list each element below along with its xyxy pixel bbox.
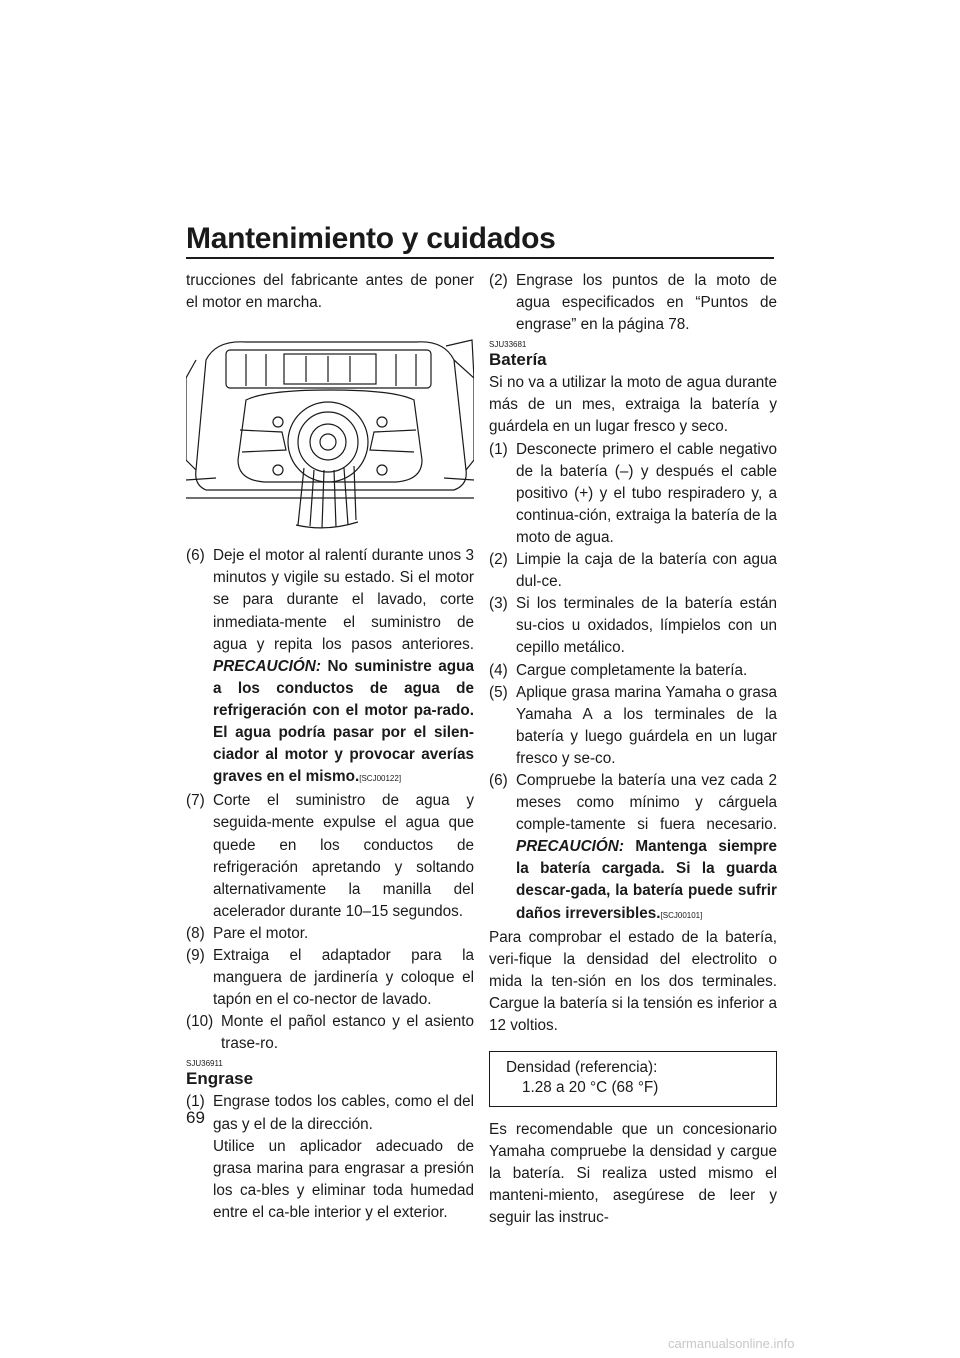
step-number: (6): [489, 771, 508, 789]
reference-code: [SCJ00122]: [359, 774, 402, 784]
list-item: [186, 923, 474, 945]
section-code: SJU36911: [186, 1059, 223, 1069]
section-intro: Si no va a utilizar la moto de agua durante más de un mes, extraiga la batería y guárdela en un lugar fresco y seco.: [489, 374, 777, 436]
header-rule: [186, 257, 774, 259]
list-item: [489, 549, 777, 593]
list-item: [489, 593, 777, 659]
engine-flush-illustration: [186, 320, 474, 530]
step-text: Extraiga el adaptador para la manguera de jardinería y coloque el tapón en el co-nector de lavado.: [213, 946, 474, 1009]
caution-label: PRECAUCIÓN:: [213, 657, 321, 675]
step-text: [516, 770, 777, 927]
step-number: (4): [489, 661, 508, 679]
step-number: (2): [489, 551, 508, 569]
right-column: [489, 270, 777, 1230]
list-item: [186, 945, 474, 1011]
watermark: carmanualsonline.info: [668, 1336, 795, 1351]
step-number: (8): [186, 924, 205, 942]
intro-paragraph: trucciones del fabricante antes de poner el motor en marcha.: [186, 272, 474, 312]
left-column: [186, 270, 474, 1224]
list-item: [186, 545, 474, 790]
step-text: Cargue completamente la batería.: [516, 661, 748, 679]
step-body-continued: Utilice un aplicador adecuado de grasa marina para engrasar a presión los ca-bles y eliminar toda humedad entre el ca-ble interior y el exterior.: [213, 1137, 474, 1221]
step-number: (7): [186, 792, 205, 810]
page-title: Mantenimiento y cuidados: [186, 222, 556, 255]
step-body: Deje el motor al ralentí durante unos 3 minutos y vigile su estado. Si el motor se para durante el lavado, corte inmediata-mente el suministro de agua y repita los pasos anteriores.: [213, 547, 474, 653]
step-body: Compruebe la batería una vez cada 2 meses como mínimo y cárguela comple-tamente si fuera necesario.: [516, 771, 777, 834]
section-title: Engrase: [186, 1069, 254, 1089]
step-number: (6): [186, 547, 205, 565]
step-body: Engrase todos los cables, como el del gas y el de la dirección.: [213, 1093, 474, 1133]
list-item: [186, 1091, 474, 1224]
step-text: Monte el pañol estanco y el asiento trase-ro.: [221, 1013, 474, 1053]
step-number: (5): [489, 683, 508, 701]
step-text: Corte el suministro de agua y seguida-mente expulse el agua que quede en los conductos de refrigeración apretando y soltando alternativamente la manilla del acelerador durante 10–15 segundos.: [213, 792, 474, 920]
battery-paragraph: Para comprobar el estado de la batería, veri-fique la densidad del electrolito o mida la ten-sión en los dos terminales. Cargue la batería si la tensión es inferior a 12 voltios.: [489, 928, 777, 1034]
step-text: [213, 545, 474, 790]
section-title: Batería: [489, 350, 547, 370]
list-item: [186, 790, 474, 923]
spec-label: Densidad (referencia):: [506, 1059, 658, 1077]
step-text: Engrase los puntos de la moto de agua especificados en “Puntos de engrase” en la página 78.: [516, 272, 777, 334]
caution-text: Mantenga siempre la batería cargada. Si la guarda descar-gada, la batería puede sufrir daños irreversibles.: [516, 838, 777, 922]
spec-value: 1.28 a 20 °C (68 °F): [522, 1079, 659, 1097]
list-item: [186, 1011, 474, 1055]
step-text: Desconecte primero el cable negativo de la batería (–) y después el cable positivo (+) y el tubo respiradero y, a continua-ción, extraiga la batería de la moto de agua.: [516, 440, 777, 546]
spec-box: [489, 1051, 777, 1107]
step-number: (1): [186, 1093, 205, 1111]
closing-paragraph: Es recomendable que un concesionario Yamaha compruebe la densidad y cargue la batería. Si realiza usted mismo el manteni-miento, asegúrese de leer y seguir las instruc-: [489, 1121, 777, 1227]
page-number: 69: [186, 1108, 205, 1127]
caution-text: No suministre agua a los conductos de agua de refrigeración con el motor pa-rado. El agua podría pasar por el silen-ciador al motor y provocar averías graves en el mismo.: [213, 657, 474, 786]
step-number: (1): [489, 440, 508, 458]
step-number: (3): [489, 595, 508, 613]
step-text: Si los terminales de la batería están su-cios u oxidados, límpielos con un cepillo metálico.: [516, 595, 777, 657]
section-code: SJU33681: [489, 340, 527, 350]
step-text: Aplique grasa marina Yamaha o grasa Yamaha A a los terminales de la batería y luego guárdela en un lugar fresco y se-co.: [516, 683, 777, 767]
reference-code: [SCJ00101]: [660, 910, 703, 920]
caution-label: PRECAUCIÓN:: [516, 838, 624, 856]
step-text: [213, 1091, 474, 1224]
step-number: (10): [186, 1013, 214, 1031]
list-item: [489, 770, 777, 927]
list-item: [489, 439, 777, 549]
step-text: Limpie la caja de la batería con agua dul-ce.: [516, 551, 777, 591]
list-item: [489, 682, 777, 770]
list-item: [489, 270, 777, 336]
list-item: [489, 660, 777, 682]
step-number: (2): [489, 272, 508, 289]
step-text: Pare el motor.: [213, 924, 309, 942]
step-number: (9): [186, 946, 205, 964]
